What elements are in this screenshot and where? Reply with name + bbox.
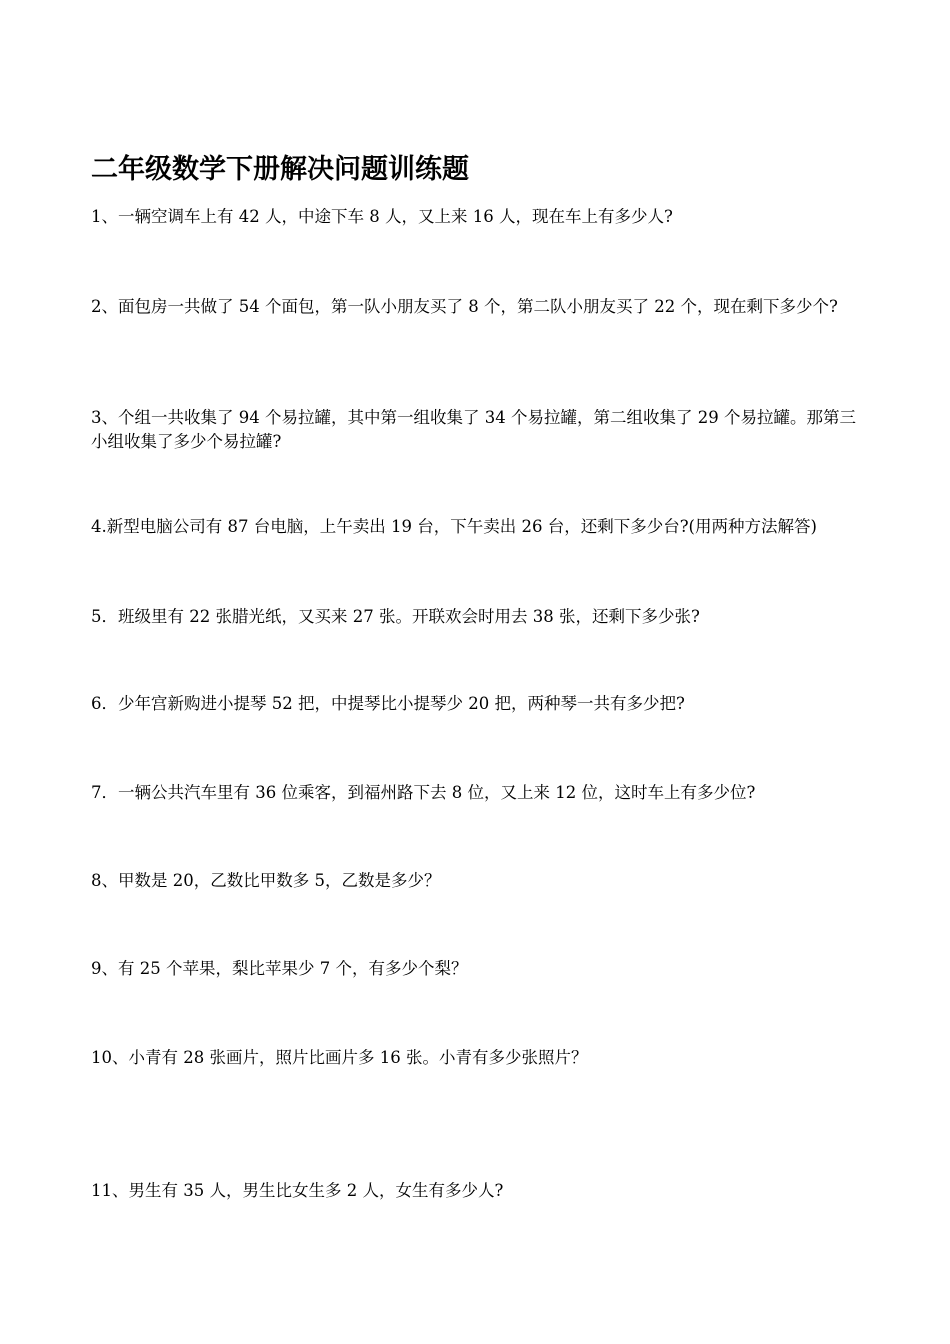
question-10: 10、小青有 28 张画片，照片比画片多 16 张。小青有多少张照片？ (91, 1048, 588, 1067)
page-title: 二年级数学下册解决问题训练题 (91, 154, 469, 185)
question-2: 2、面包房一共做了 54 个面包，第一队小朋友买了 8 个，第二队小朋友买了 22 个，现在剩下多少个? (91, 297, 838, 316)
question-7: 7．一辆公共汽车里有 36 位乘客，到福州路下去 8 位，又上来 12 位，这时车上有多少位? (91, 783, 756, 802)
question-6: 6．少年宫新购进小提琴 52 把，中提琴比小提琴少 20 把，两种琴一共有多少把? (91, 694, 685, 713)
question-9: 9、有 25 个苹果，梨比苹果少 7 个，有多少个梨？ (91, 959, 468, 978)
question-1: 1、一辆空调车上有 42 人，中途下车 8 人，又上来 16 人，现在车上有多少人? (91, 207, 673, 226)
question-11: 11、男生有 35 人，男生比女生多 2 人，女生有多少人? (91, 1181, 504, 1200)
question-8: 8、甲数是 20，乙数比甲数多 5，乙数是多少？ (91, 871, 441, 890)
question-4: 4.新型电脑公司有 87 台电脑，上午卖出 19 台，下午卖出 26 台，还剩下多少台?(用两种方法解答) (91, 517, 817, 536)
question-5: 5．班级里有 22 张腊光纸，又买来 27 张。开联欢会时用去 38 张，还剩下多少张? (91, 607, 700, 626)
question-3: 3、个组一共收集了 94 个易拉罐，其中第一组收集了 34 个易拉罐，第二组收集了 29 个易拉罐。那第三小组收集了多少个易拉罐? (91, 408, 856, 451)
